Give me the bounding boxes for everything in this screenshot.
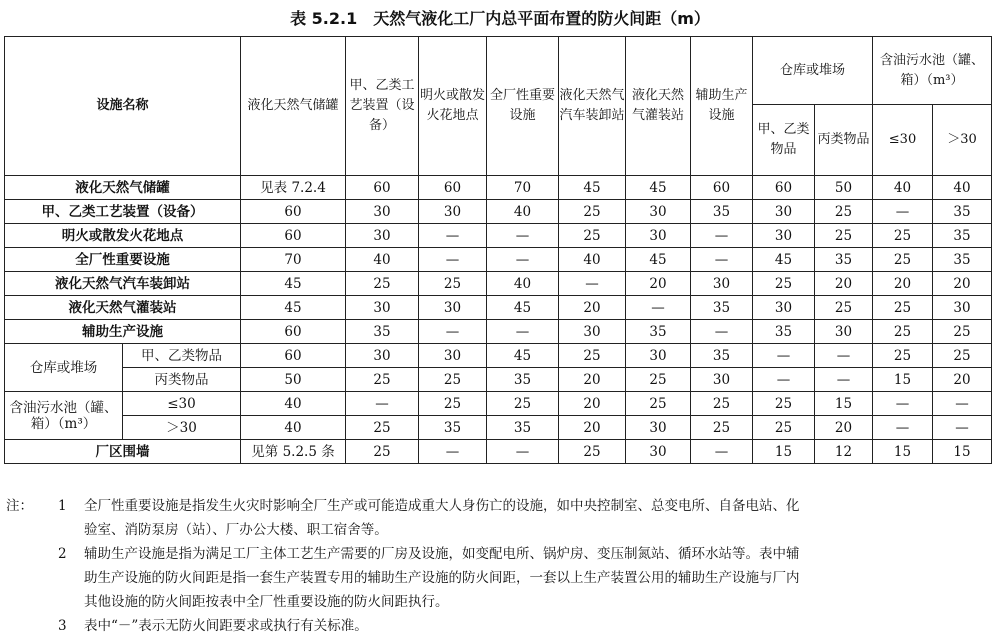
header-col-auxiliary: 辅助生产设施	[691, 37, 753, 176]
header-col-filling-station: 液化天然气灌装站	[626, 37, 691, 176]
table-cell: —	[419, 224, 487, 248]
table-cell: 35	[933, 248, 992, 272]
table-title: 表 5.2.1 天然气液化工厂内总平面布置的防火间距（m）	[290, 9, 710, 28]
table-cell: 60	[753, 176, 815, 200]
row-header: 甲、乙类工艺装置（设备）	[5, 200, 241, 224]
table-cell: 45	[241, 272, 346, 296]
table-cell: 30	[346, 200, 419, 224]
table-cell: —	[487, 224, 559, 248]
table-cell: —	[419, 248, 487, 272]
table-cell: 25	[873, 344, 933, 368]
table-cell: 20	[626, 272, 691, 296]
table-cell: 40	[873, 176, 933, 200]
row-header: 液化天然气灌装站	[5, 296, 241, 320]
table-cell: —	[419, 320, 487, 344]
table-cell: 25	[346, 272, 419, 296]
header-warehouse-class-c: 丙类物品	[815, 105, 873, 176]
table-cell: 35	[626, 320, 691, 344]
header-warehouse-class-ab: 甲、乙类物品	[753, 105, 815, 176]
row-subheader: ＞30	[123, 416, 241, 440]
table-cell: 15	[873, 368, 933, 392]
table-cell: 25	[419, 368, 487, 392]
table-cell: 70	[241, 248, 346, 272]
table-cell: 45	[487, 344, 559, 368]
table-cell: 70	[487, 176, 559, 200]
table-cell: 20	[933, 272, 992, 296]
table-cell: 25	[815, 224, 873, 248]
table-cell: 30	[815, 320, 873, 344]
note-line: 验室、消防泵房（站）、厂办公大楼、职工宿舍等。	[84, 522, 388, 538]
header-pool-large: ＞30	[933, 105, 992, 176]
table-cell: 25	[626, 392, 691, 416]
header-pool-small: ≤30	[873, 105, 933, 176]
table-cell: —	[933, 416, 992, 440]
table-cell: 25	[873, 248, 933, 272]
table-cell: 30	[419, 200, 487, 224]
table-cell: 25	[626, 368, 691, 392]
table-cell: 20	[559, 296, 626, 320]
header-col-process-unit: 甲、乙类工艺装置（设备）	[346, 37, 419, 176]
table-cell: 25	[559, 224, 626, 248]
table-cell: 60	[346, 176, 419, 200]
table-cell: —	[691, 224, 753, 248]
table-cell: 35	[933, 200, 992, 224]
table-cell: 60	[241, 224, 346, 248]
table-cell: 见表 7.2.4	[241, 176, 346, 200]
table-cell: 35	[487, 368, 559, 392]
table-cell: 25	[753, 416, 815, 440]
table-cell: 30	[753, 296, 815, 320]
note-number: 2	[58, 546, 67, 562]
table-cell: 30	[419, 344, 487, 368]
header-col-truck-station: 液化天然气汽车装卸站	[559, 37, 626, 176]
table-cell: 25	[559, 200, 626, 224]
row-header: 全厂性重要设施	[5, 248, 241, 272]
table-cell: —	[487, 440, 559, 464]
table-row	[5, 248, 992, 272]
row-subheader: 丙类物品	[123, 368, 241, 392]
group-label-pool: 含油污水池（罐、箱）（m³）	[5, 392, 123, 440]
table-cell: 45	[753, 248, 815, 272]
table-row	[5, 176, 992, 200]
table-cell: 20	[559, 392, 626, 416]
table-cell: 30	[346, 344, 419, 368]
table-row	[5, 416, 992, 440]
table-cell: —	[691, 248, 753, 272]
note-line	[6, 614, 996, 638]
note-label	[6, 614, 58, 638]
table-cell: 30	[559, 320, 626, 344]
table-cell: 40	[346, 248, 419, 272]
table-cell: —	[873, 392, 933, 416]
table-cell: 25	[753, 272, 815, 296]
table-cell: 25	[691, 416, 753, 440]
table-row	[5, 344, 992, 368]
table-cell: 45	[626, 176, 691, 200]
table-cell: 25	[487, 392, 559, 416]
table-cell: —	[559, 272, 626, 296]
table-row	[5, 440, 992, 464]
group-label-warehouse: 仓库或堆场	[5, 344, 123, 392]
table-cell: 20	[873, 272, 933, 296]
table-cell: 20	[815, 272, 873, 296]
header-facility-name: 设施名称	[5, 37, 241, 176]
header-pool: 含油污水池（罐、箱）（m³）	[873, 37, 992, 105]
table-cell: —	[753, 368, 815, 392]
note-number: 1	[58, 498, 67, 514]
table-cell: 见第 5.2.5 条	[241, 440, 346, 464]
table-cell: 60	[241, 344, 346, 368]
table-cell: 30	[626, 440, 691, 464]
note-text: 表中“－”表示无防火间距要求或执行有关标准。	[84, 618, 368, 634]
row-header: 明火或散发火花地点	[5, 224, 241, 248]
row-subheader: ≤30	[123, 392, 241, 416]
table-cell: —	[691, 440, 753, 464]
table-cell: 15	[933, 440, 992, 464]
table-row	[5, 368, 992, 392]
table-cell: 40	[241, 416, 346, 440]
table-cell: 30	[933, 296, 992, 320]
table-cell: 40	[933, 176, 992, 200]
table-cell: 12	[815, 440, 873, 464]
table-cell: 30	[346, 224, 419, 248]
table-cell: 60	[241, 320, 346, 344]
table-cell: 50	[241, 368, 346, 392]
header-col-open-fire: 明火或散发火花地点	[419, 37, 487, 176]
row-header: 厂区围墙	[5, 440, 241, 464]
note-line: 其他设施的防火间距按表中全厂性重要设施的防火间距执行。	[84, 594, 449, 610]
table-cell: 60	[419, 176, 487, 200]
table-cell: 15	[753, 440, 815, 464]
note-label	[6, 542, 58, 566]
table-cell: 25	[815, 200, 873, 224]
table-cell: 25	[873, 224, 933, 248]
note-line	[6, 542, 996, 566]
table-cell: 30	[626, 224, 691, 248]
table-cell: 25	[419, 272, 487, 296]
table-cell: 25	[346, 368, 419, 392]
table-cell: 25	[346, 440, 419, 464]
note-line	[6, 494, 996, 518]
table-cell: 20	[559, 368, 626, 392]
table-cell: 35	[933, 224, 992, 248]
table-cell: 45	[626, 248, 691, 272]
table-cell: 30	[753, 200, 815, 224]
table-cell: 35	[691, 296, 753, 320]
row-header: 辅助生产设施	[5, 320, 241, 344]
table-cell: 50	[815, 176, 873, 200]
row-header: 液化天然气汽车装卸站	[5, 272, 241, 296]
table-cell: 15	[815, 392, 873, 416]
table-cell: 35	[487, 416, 559, 440]
table-cell: 25	[559, 344, 626, 368]
table-cell: 40	[241, 392, 346, 416]
table-cell: 35	[753, 320, 815, 344]
note-label: 注：	[6, 498, 33, 514]
table-row	[5, 200, 992, 224]
table-cell: 20	[559, 416, 626, 440]
table-cell: 30	[691, 272, 753, 296]
table-cell: 30	[626, 416, 691, 440]
table-cell: 45	[559, 176, 626, 200]
header-col-important-facility: 全厂性重要设施	[487, 37, 559, 176]
table-cell: 25	[691, 392, 753, 416]
note-text: 辅助生产设施是指为满足工厂主体工艺生产需要的厂房及设施，如变配电所、锅炉房、变压制氮站、循环水站等。表中辅	[84, 546, 800, 562]
table-cell: 25	[933, 344, 992, 368]
row-header: 液化天然气储罐	[5, 176, 241, 200]
row-subheader: 甲、乙类物品	[123, 344, 241, 368]
table-cell: 40	[559, 248, 626, 272]
table-cell: —	[346, 392, 419, 416]
table-cell: —	[815, 368, 873, 392]
table-cell: 15	[873, 440, 933, 464]
table-row	[5, 296, 992, 320]
table-cell: 30	[691, 368, 753, 392]
table-body	[5, 176, 992, 464]
table-cell: 20	[815, 416, 873, 440]
table-cell: —	[933, 392, 992, 416]
table-cell: 35	[691, 200, 753, 224]
table-cell: 25	[559, 440, 626, 464]
table-cell: —	[487, 248, 559, 272]
table-cell: 40	[487, 200, 559, 224]
header-col-lng-tank: 液化天然气储罐	[241, 37, 346, 176]
fire-distance-table	[4, 36, 992, 464]
note-text: 全厂性重要设施是指发生火灾时影响全厂生产或可能造成重大人身伤亡的设施，如中央控制室、总变电所、自备电站、化	[84, 498, 800, 514]
table-cell: —	[691, 320, 753, 344]
table-cell: 25	[873, 296, 933, 320]
table-cell: —	[419, 440, 487, 464]
table-row	[5, 320, 992, 344]
table-cell: 30	[419, 296, 487, 320]
table-cell: 40	[487, 272, 559, 296]
table-cell: 30	[626, 200, 691, 224]
table-cell: —	[753, 344, 815, 368]
notes	[6, 494, 996, 638]
table-cell: 25	[346, 416, 419, 440]
table-cell: 25	[815, 296, 873, 320]
header-warehouse: 仓库或堆场	[753, 37, 873, 105]
table-cell: —	[815, 344, 873, 368]
table-cell: —	[873, 200, 933, 224]
table-cell: 25	[419, 392, 487, 416]
table-cell: —	[626, 296, 691, 320]
table-cell: 25	[753, 392, 815, 416]
table-cell: 60	[241, 200, 346, 224]
table-cell: 25	[873, 320, 933, 344]
table-cell: 35	[346, 320, 419, 344]
table-cell: 25	[933, 320, 992, 344]
table-cell: 35	[419, 416, 487, 440]
note-line: 助生产设施的防火间距是指一套生产装置专用的辅助生产设施的防火间距，一套以上生产装置公用的辅助生产设施与厂内	[84, 570, 800, 586]
table-cell: 20	[933, 368, 992, 392]
table-row	[5, 224, 992, 248]
table-cell: 30	[346, 296, 419, 320]
table-cell: 35	[691, 344, 753, 368]
table-cell: 30	[753, 224, 815, 248]
table-cell: 60	[691, 176, 753, 200]
table-cell: —	[873, 416, 933, 440]
table-row	[5, 392, 992, 416]
table-row	[5, 272, 992, 296]
table-cell: 45	[241, 296, 346, 320]
note-number: 3	[58, 618, 67, 634]
table-cell: —	[487, 320, 559, 344]
table-cell: 30	[626, 344, 691, 368]
table-cell: 35	[815, 248, 873, 272]
table-cell: 45	[487, 296, 559, 320]
